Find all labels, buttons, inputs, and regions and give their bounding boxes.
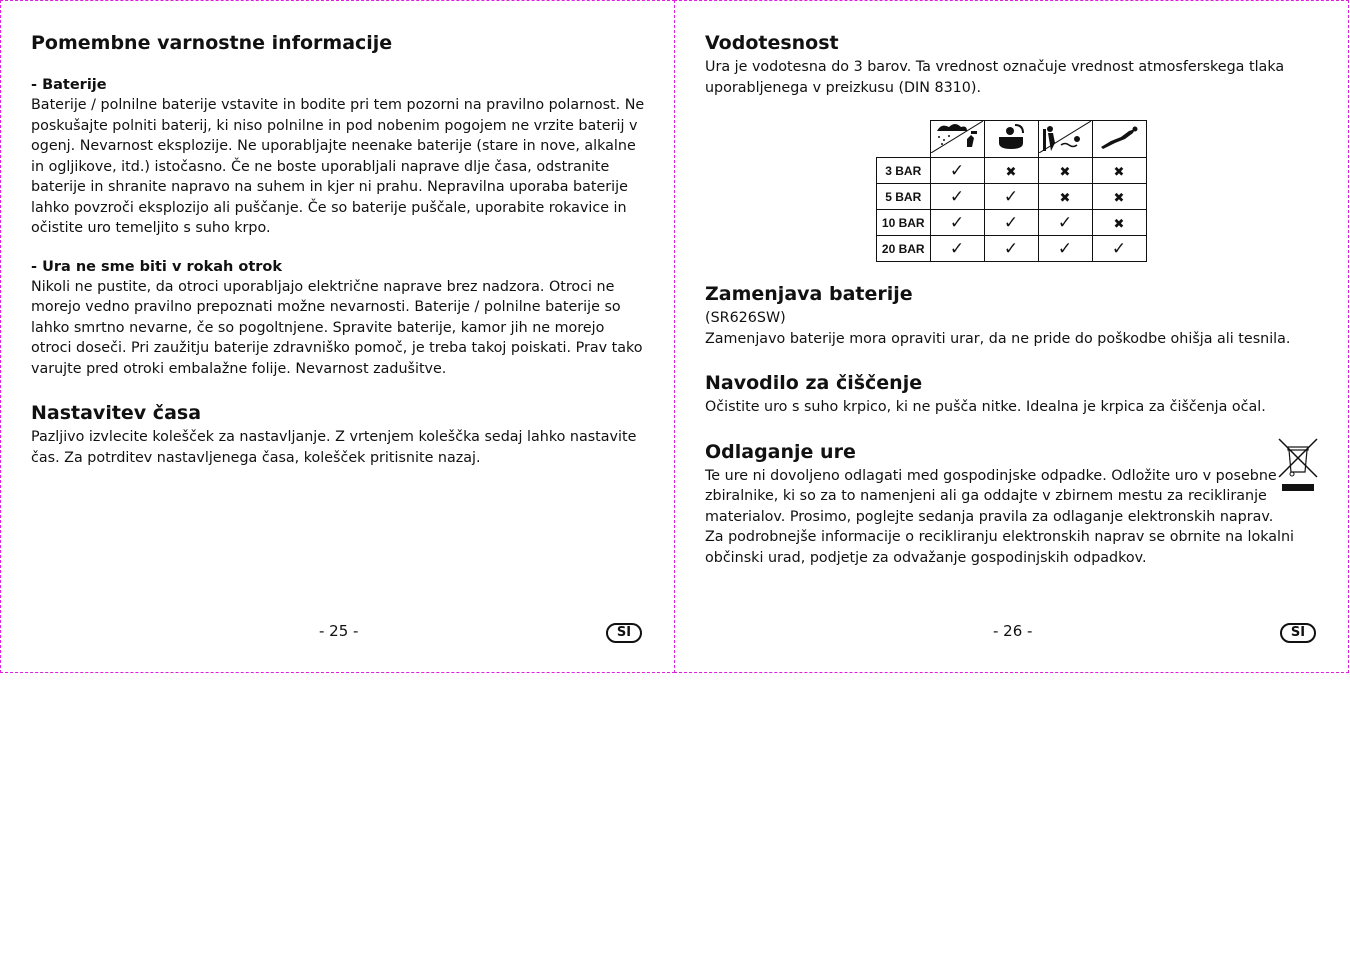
pressure-label: 10 BAR [877,210,931,236]
table-cell [1038,184,1092,210]
page-number: - 26 - [993,622,1033,640]
table-cell [1092,236,1146,262]
table-cell [984,210,1038,236]
cleaning-text: Očistite uro s suho krpico, ki ne pušča nitke. Idealna je krpica za čiščenja očal. [705,399,1266,415]
water-resistance-table [876,120,1147,262]
table-row [877,236,1147,262]
cross-icon: ✖ [1113,217,1125,232]
battery-heading: Zamenjava baterije [705,283,913,305]
time-heading: Nastavitev časa [31,402,202,424]
left-page-content [31,31,646,468]
pressure-label: 5 BAR [877,184,931,210]
right-page [674,0,1349,673]
table-cell [930,236,984,262]
left-page [0,0,675,673]
table-cell [930,158,984,184]
diving-icon [1092,121,1146,158]
cross-icon: ✖ [1113,191,1125,206]
batteries-heading: - Baterije [31,77,107,93]
cross-icon: ✖ [1059,165,1071,180]
battery-text: Zamenjavo baterije mora opraviti urar, da ne pride do poškodbe ohišja ali tesnila. [705,330,1291,347]
table-row [877,210,1147,236]
right-page-content [705,31,1295,568]
disposal-heading: Odlaganje ure [705,440,856,463]
disposal-text: Te ure ni dovoljeno odlagati med gospodinjske odpadke. Odložite uro v posebne zbiralnike, ki so za to namenjeni ali ga oddajte v zbirnem mestu za recikliranje materialov. Prosimo, poglejte sedanja pravila za odlaganje elektronskih naprav. Za podrobnejše informacije o recikliranju elektronskih naprav se obrnite na lokalni občinski urad, podjetje za odvažanje gospodinjskih odpadkov. [705,467,1295,566]
check-icon: ✓ [1057,239,1073,259]
table-cell [1038,158,1092,184]
check-icon: ✓ [1003,187,1019,207]
page-number: - 25 - [319,622,359,640]
crossed-bin-icon [1277,437,1319,493]
pressure-label: 3 BAR [877,158,931,184]
check-icon: ✓ [949,161,965,181]
table-icon-row [877,121,1147,158]
cleaning-heading: Navodilo za čiščenje [705,372,923,394]
pressure-label: 20 BAR [877,236,931,262]
check-icon: ✓ [1003,239,1019,259]
table-cell [1038,236,1092,262]
check-icon: ✓ [949,213,965,233]
table-row [877,184,1147,210]
table-cell [1092,158,1146,184]
check-icon: ✓ [1111,239,1127,259]
language-badge: SI [606,623,642,643]
water-text: Ura je vodotesna do 3 barov. Ta vrednost označuje vrednost atmosferskega tlaka uporabljenega v preizkusu (DIN 8310). [705,59,1285,96]
check-icon: ✓ [1003,213,1019,233]
cross-icon: ✖ [1005,165,1017,180]
batteries-text: Baterije / polnilne baterije vstavite in bodite pri tem pozorni na pravilno polarnost. Ne poskušajte polniti baterij, ki niso polnilne in pod nobenim pogojem ne vrzite baterij v ogenj. Nevarnost eksplozije. Ne uporabljajte neenake baterije (stare in nove, alkalne in ogljikove, itd.) istočasno. Če ne boste uporabljali naprave dlje časa, odstranite baterije in shranite napravo na suhem in kjer ni prahu. Nepravilna uporaba baterije lahko povzroči eksplozijo ali puščanje. Če so baterije puščale, uporabite rokavice in očistite uro temeljito s suho krpo. [31,97,645,236]
table-body [877,158,1147,262]
safety-title: Pomembne varnostne informacije [31,32,393,54]
language-badge: SI [1280,623,1316,643]
table-cell [930,210,984,236]
table-cell [984,184,1038,210]
children-heading: - Ura ne sme biti v rokah otrok [31,258,283,275]
table-cell [930,184,984,210]
battery-model: (SR626SW) [705,310,786,326]
swimming-icon [1038,121,1092,158]
check-icon: ✓ [1057,213,1073,233]
check-icon: ✓ [949,187,965,207]
check-icon: ✓ [949,239,965,259]
children-text: Nikoli ne pustite, da otroci uporabljajo električne naprave brez nadzora. Otroci ne morejo vedno pravilno prepoznati možne nevarnosti. Baterije / polnilne baterije so lahko smrtno nevarne, če so pogoltnjene. Spravite baterije, kamor jih ne morejo otroci doseči. Pri zaužitju baterije zdravniško pomoč, je treba takoj poiskati. Prav tako varujte pred otroki embalažne folije. Nevarnost zadušitve. [31,278,643,377]
table-cell [984,158,1038,184]
table-cell [1092,210,1146,236]
table-cell [1092,184,1146,210]
cross-icon: ✖ [1113,165,1125,180]
time-text: Pazljivo izvlecite kolešček za nastavljanje. Z vrtenjem koleščka sedaj lahko nastavite čas. Za potrditev nastavljenega časa, kolešček pritisnite nazaj. [31,429,637,466]
water-heading: Vodotesnost [705,32,839,54]
shower-bath-icon [984,121,1038,158]
table-cell [984,236,1038,262]
table-cell [1038,210,1092,236]
cross-icon: ✖ [1059,191,1071,206]
rain-splash-icon [930,121,984,158]
table-row [877,158,1147,184]
